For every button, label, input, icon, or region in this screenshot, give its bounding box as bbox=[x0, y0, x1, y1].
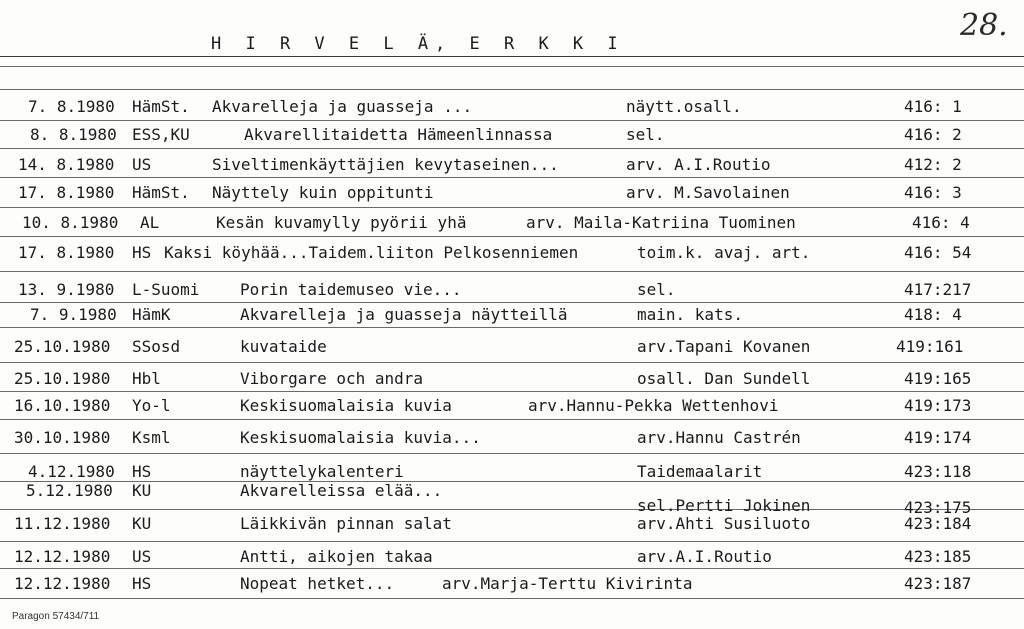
entry-date: 11.12.1980 bbox=[14, 514, 111, 533]
entry-date: 30.10.1980 bbox=[14, 428, 111, 447]
card-entry-row bbox=[0, 125, 1024, 149]
entry-author: arv. Maila-Katriina Tuominen bbox=[526, 213, 796, 232]
entry-date: 17. 8.1980 bbox=[18, 243, 115, 262]
entry-date: 7. 8.1980 bbox=[28, 97, 115, 116]
entry-date: 16.10.1980 bbox=[14, 396, 111, 415]
entry-title: Kaksi köyhää...Taidem.liiton Pelkosenniemen bbox=[164, 243, 579, 262]
entry-ref: 418: 4 bbox=[904, 305, 962, 324]
card-entry-row bbox=[0, 574, 1024, 598]
entry-ref: 423:184 bbox=[904, 514, 972, 533]
entry-source: Yo-l bbox=[132, 396, 171, 415]
entry-source: Hbl bbox=[132, 369, 161, 388]
entry-source: L-Suomi bbox=[132, 280, 200, 299]
card-entry-row bbox=[0, 183, 1024, 207]
entry-ref: 416: 54 bbox=[904, 243, 972, 262]
header-rule bbox=[0, 56, 1024, 57]
entry-author: sel. bbox=[626, 125, 665, 144]
entry-title: Näyttely kuin oppitunti bbox=[212, 183, 434, 202]
entry-source: HämSt. bbox=[132, 97, 190, 116]
entry-title: Akvarelleja ja guasseja näytteillä bbox=[240, 305, 568, 324]
entry-ref: 417:217 bbox=[904, 280, 972, 299]
entry-title: Keskisuomalaisia kuvia... bbox=[240, 428, 481, 447]
entry-title: näyttelykalenteri bbox=[240, 462, 404, 481]
entry-source: HämSt. bbox=[132, 183, 190, 202]
ruled-line bbox=[0, 509, 1024, 510]
entry-ref: 423:175 bbox=[904, 498, 972, 517]
ruled-line bbox=[0, 66, 1024, 67]
entry-title: Viborgare och andra bbox=[240, 369, 424, 388]
entry-author: arv.Ahti Susiluoto bbox=[637, 514, 811, 533]
entry-title: Läikkivän pinnan salat bbox=[240, 514, 452, 533]
entry-ref: 423:118 bbox=[904, 462, 972, 481]
entry-source: SSosd bbox=[132, 337, 181, 356]
entry-title: kuvataide bbox=[240, 337, 327, 356]
entry-date: 13. 9.1980 bbox=[18, 280, 115, 299]
entry-ref: 423:185 bbox=[904, 547, 972, 566]
entry-author: main. kats. bbox=[637, 305, 743, 324]
entry-author: arv.Marja-Terttu Kivirinta bbox=[442, 574, 693, 593]
entry-author: Taidemaalarit bbox=[637, 462, 763, 481]
printer-imprint: Paragon 57434/711 bbox=[12, 611, 100, 622]
entry-source: KU bbox=[132, 514, 152, 533]
card-entry-row bbox=[0, 369, 1024, 393]
entry-author: arv.A.I.Routio bbox=[637, 547, 772, 566]
entry-ref: 416: 2 bbox=[904, 125, 962, 144]
card-entry-row bbox=[0, 428, 1024, 452]
entry-date: 17. 8.1980 bbox=[18, 183, 115, 202]
entry-date: 8. 8.1980 bbox=[30, 125, 117, 144]
entry-date: 14. 8.1980 bbox=[18, 155, 115, 174]
entry-author: arv.Hannu-Pekka Wettenhovi bbox=[528, 396, 779, 415]
entry-title: Keskisuomalaisia kuvia bbox=[240, 396, 452, 415]
entry-source: HS bbox=[132, 462, 152, 481]
card-entry-row bbox=[0, 213, 1024, 237]
entry-source: KU bbox=[132, 481, 152, 500]
entry-author: sel. bbox=[637, 280, 676, 299]
entry-ref: 419:161 bbox=[896, 337, 964, 356]
entry-date: 25.10.1980 bbox=[14, 369, 111, 388]
entry-source: US bbox=[132, 547, 152, 566]
card-entry-row bbox=[0, 280, 1024, 304]
entry-title: Porin taidemuseo vie... bbox=[240, 280, 462, 299]
entry-date: 5.12.1980 bbox=[26, 481, 113, 500]
card-title: H I R V E L Ä, E R K K I bbox=[211, 34, 625, 54]
ruled-line bbox=[0, 598, 1024, 599]
ruled-line bbox=[0, 362, 1024, 363]
entry-source: AL bbox=[140, 213, 160, 232]
card-entry-row bbox=[0, 547, 1024, 571]
entry-ref: 412: 2 bbox=[904, 155, 962, 174]
card-entry-row bbox=[0, 481, 1024, 517]
entry-date: 25.10.1980 bbox=[14, 337, 111, 356]
ruled-line bbox=[0, 207, 1024, 208]
entry-title: Akvarelleja ja guasseja ... bbox=[212, 97, 473, 116]
ruled-line bbox=[0, 541, 1024, 542]
entry-source: HS bbox=[132, 574, 152, 593]
entry-ref: 419:173 bbox=[904, 396, 972, 415]
entry-ref: 416: 3 bbox=[904, 183, 962, 202]
entry-date: 10. 8.1980 bbox=[22, 213, 119, 232]
entry-title: Nopeat hetket... bbox=[240, 574, 395, 593]
entry-ref: 423:187 bbox=[904, 574, 972, 593]
entry-source: Ksml bbox=[132, 428, 171, 447]
entry-source: US bbox=[132, 155, 152, 174]
entry-date: 12.12.1980 bbox=[14, 547, 111, 566]
entry-date: 4.12.1980 bbox=[28, 462, 115, 481]
entry-author: näytt.osall. bbox=[626, 97, 742, 116]
ruled-line bbox=[0, 271, 1024, 272]
entry-author: sel.Pertti Jokinen bbox=[637, 496, 811, 515]
card-entry-row bbox=[0, 305, 1024, 329]
entry-author: arv. A.I.Routio bbox=[626, 155, 771, 174]
entry-date: 12.12.1980 bbox=[14, 574, 111, 593]
entry-ref: 419:174 bbox=[904, 428, 972, 447]
card-entry-row bbox=[0, 243, 1024, 267]
card-entry-row bbox=[0, 396, 1024, 420]
entry-title: Kesän kuvamylly pyörii yhä bbox=[216, 213, 467, 232]
entry-source: HS bbox=[132, 243, 152, 262]
entry-ref: 419:165 bbox=[904, 369, 972, 388]
entry-ref: 416: 4 bbox=[912, 213, 970, 232]
entry-date: 7. 9.1980 bbox=[30, 305, 117, 324]
entry-ref: 416: 1 bbox=[904, 97, 962, 116]
card-entry-row bbox=[0, 514, 1024, 538]
entry-title: Akvarelleissa elää... bbox=[240, 481, 443, 500]
card-entry-row bbox=[0, 337, 1024, 361]
entry-source: HämK bbox=[132, 305, 171, 324]
card-entry-row bbox=[0, 155, 1024, 179]
entry-title: Akvarellitaidetta Hämeenlinnassa bbox=[244, 125, 553, 144]
entry-source: ESS,KU bbox=[132, 125, 190, 144]
entry-author: arv. M.Savolainen bbox=[626, 183, 790, 202]
entry-title: Siveltimenkäyttäjien kevytaseinen... bbox=[212, 155, 559, 174]
card-entry-row bbox=[0, 97, 1024, 121]
entry-author: arv.Tapani Kovanen bbox=[637, 337, 811, 356]
ruled-line bbox=[0, 89, 1024, 90]
entry-author: toim.k. avaj. art. bbox=[637, 243, 811, 262]
entry-title: Antti, aikojen takaa bbox=[240, 547, 433, 566]
page-number: 28. bbox=[960, 8, 1008, 43]
entry-author: osall. Dan Sundell bbox=[637, 369, 811, 388]
entry-author: arv.Hannu Castrén bbox=[637, 428, 801, 447]
ruled-line bbox=[0, 453, 1024, 454]
